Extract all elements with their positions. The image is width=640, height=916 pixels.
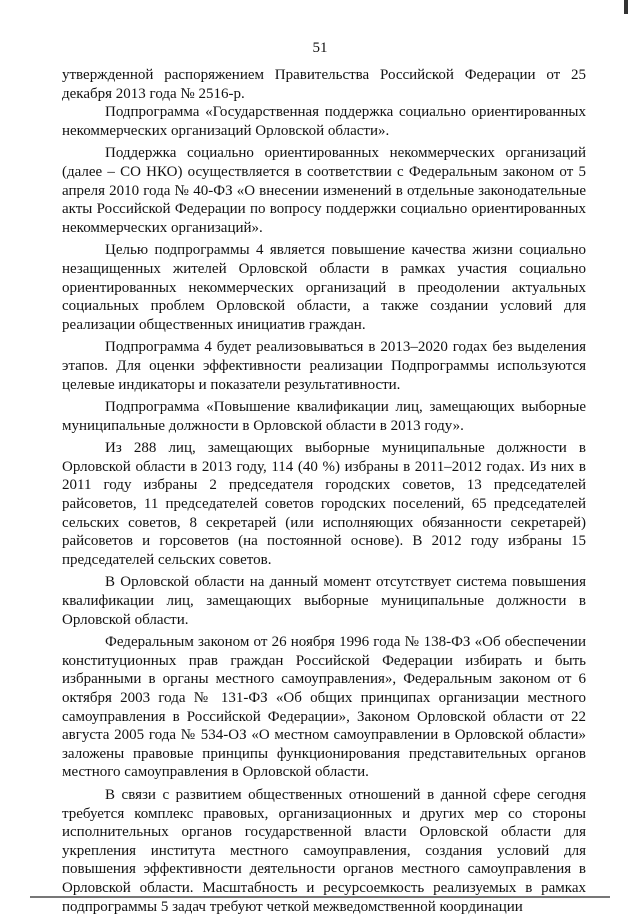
paragraph-nko-support: Поддержка социально ориентированных некоммерческих организаций (далее – СО НКО) осуществляется в соответствии с Федеральным законом от 5 апреля 2010 года № 40-ФЗ «О внесении изменений в отдельные законодательные акты Российской Федерации по вопросу поддержки социально ориентированных некоммерческих организаций».	[62, 145, 586, 236]
paragraph-statistics: Из 288 лиц, замещающих выборные муниципальные должности в Орловской области в 2013 году, 114 (40 %) избраны в 2011–2012 годах. Из них в 2011 году избраны 2 председателя городских советов, 13 председателей райсоветов, 11 председателей советов городских поселений, 65 председателей сельских советов, 8 секретарей (или исполняющих обязанности секретарей) райсоветов и горсоветов (на постоянной основе). В 2012 году избраны 15 председателей сельских советов.	[62, 440, 586, 568]
paragraph-timeline: Подпрограмма 4 будет реализовываться в 2013–2020 годах без выделения этапов. Для оценки эффективности реализации Подпрограммы используются целевые индикаторы и показатели результативности.	[62, 339, 586, 393]
paragraph-legal-basis: Федеральным законом от 26 ноября 1996 года № 138-ФЗ «Об обеспечении конституционных прав граждан Российской Федерации избирать и быть избранными в органы местного самоуправления», Федеральным законом от 6 октября 2003 года № 131-ФЗ «Об общих принципах организации местного самоуправления в Российской Федерации», Законом Орловской области от 22 августа 2005 года № 534-ОЗ «О местном самоуправлении в Орловской области» заложены правовые принципы функционирования представительных органов местного самоуправления в Орловской области.	[62, 634, 586, 781]
paragraph-subprogram-training-title: Подпрограмма «Повышение квалификации лиц, замещающих выборные муниципальные должности в Орловской области в 2013 году».	[62, 399, 586, 434]
scan-mark	[624, 0, 628, 14]
paragraph-subprogram-nko-title: Подпрограмма «Государственная поддержка социально ориентированных некоммерческих организаций Орловской области».	[62, 104, 586, 139]
paragraph-no-system: В Орловской области на данный момент отсутствует система повышения квалификации лиц, замещающих выборные муниципальные должности в Орловской области.	[62, 574, 586, 628]
paragraph-continuation: утвержденной распоряжением Правительства Российской Федерации от 25 декабря 2013 года № 2516-р.	[62, 67, 586, 102]
document-body	[62, 66, 586, 916]
paragraph-goal: Целью подпрограммы 4 является повышение качества жизни социально незащищенных жителей Орловской области в рамках участия социально ориентированных некоммерческих организаций в преодолении актуальных социальных проблем Орловской области, а также создании условий для реализации общественных инициатив граждан.	[62, 242, 586, 333]
scan-edge-line	[30, 896, 610, 898]
page-number: 51	[312, 40, 328, 56]
paragraph-measures: В связи с развитием общественных отношений в данной сфере сегодня требуется комплекс правовых, организационных и других мер со стороны исполнительных органов государственной власти Орловской области для укрепления института местного самоуправления, создания условий для повышения эффективности деятельности органов местного самоуправления в Орловской области. Масштабность и ресурсоемкость реализуемых в рамках подпрограммы 5 задач требуют четкой межведомственной координации	[62, 786, 586, 915]
